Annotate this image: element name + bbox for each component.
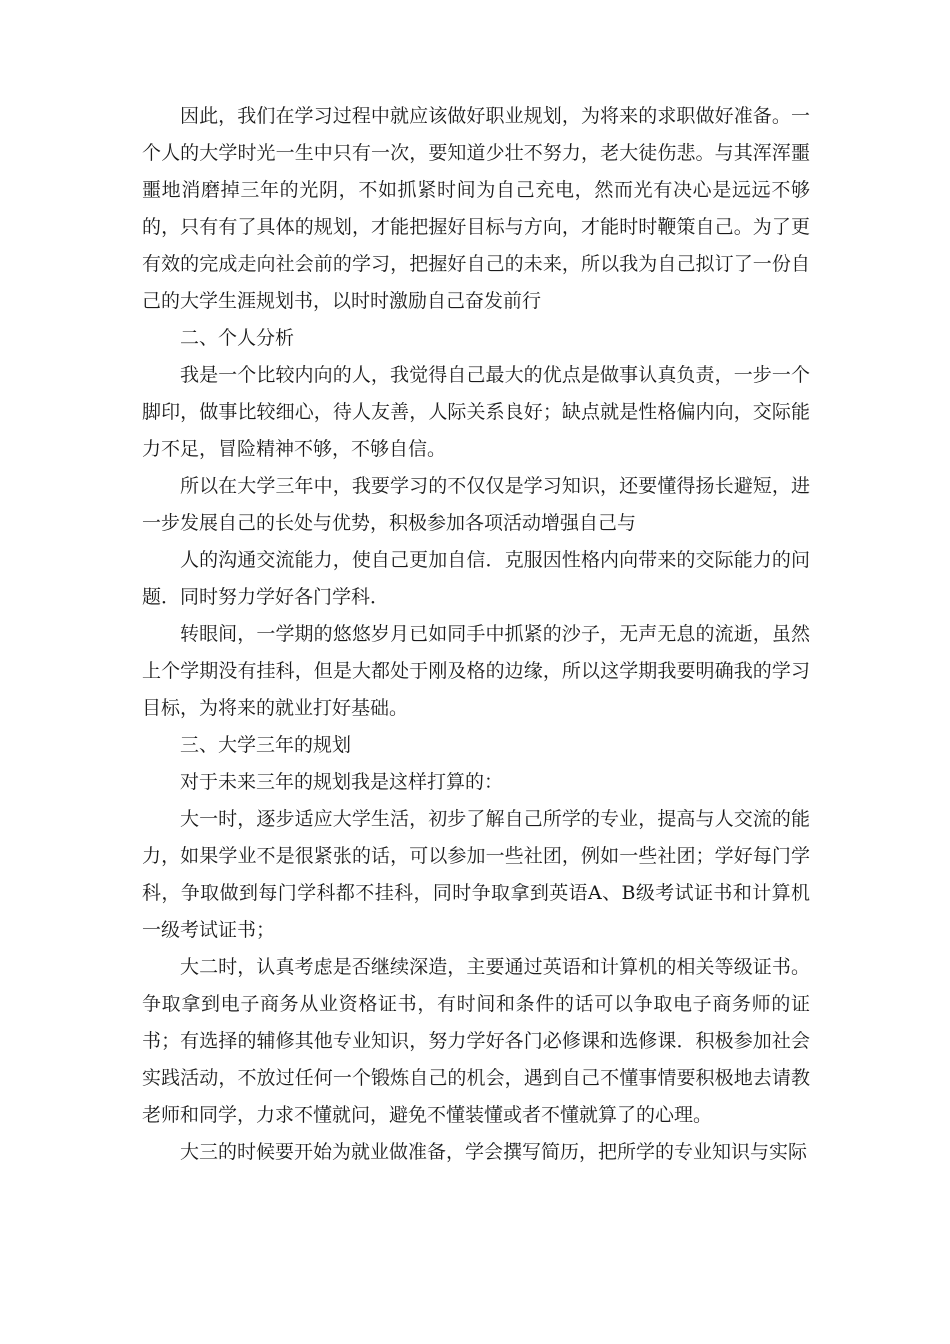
- paragraph-second-year: 大二时，认真考虑是否继续深造，主要通过英语和计算机的相关等级证书。争取拿到电子商务从业资格证书，有时间和条件的话可以争取电子商务师的证书；有选择的辅修其他专业知识，努力学好各门必修课和选修课．积极参加社会实践活动，不放过任何一个锻炼自己的机会，遇到自己不懂事情要积极地去请教老师和同学，力求不懂就问，避免不懂装懂或者不懂就算了的心理。: [142, 956, 810, 1126]
- paragraph-semester-reflection: 转眼间，一学期的悠悠岁月已如同手中抓紧的沙子，无声无息的流逝，虽然上个学期没有挂科，但是大都处于刚及格的边缘，所以这学期我要明确我的学习目标，为将来的就业打好基础。: [142, 623, 810, 719]
- paragraph-personality: 我是一个比较内向的人，我觉得自己最大的优点是做事认真负责，一步一个脚印，做事比较细心，待人友善，人际关系良好；缺点就是性格偏内向，交际能力不足，冒险精神不够，不够自信。: [142, 364, 810, 460]
- section-heading-three-year-plan: 三、大学三年的规划: [180, 734, 352, 756]
- paragraph-intro-conclusion: 因此，我们在学习过程中就应该做好职业规划，为将来的求职做好准备。一个人的大学时光一生中只有一次，要知道少壮不努力，老大徒伤悲。与其浑浑噩噩地消磨掉三年的光阴，不如抓紧时间为自己充电，然而光有决心是远远不够的，只有有了具体的规划，才能把握好目标与方向，才能时时鞭策自己。为了更有效的完成走向社会前的学习，把握好自己的未来，所以我为自己拟订了一份自己的大学生涯规划书，以时时激励自己奋发前行: [142, 105, 810, 312]
- paragraph-communication: 人的沟通交流能力，使自己更加自信．克服因性格内向带来的交际能力的问题．同时努力学好各门学科．: [142, 549, 810, 608]
- paragraph-university-goals: 所以在大学三年中，我要学习的不仅仅是学习知识，还要懂得扬长避短，进一步发展自己的长处与优势，积极参加各项活动增强自己与: [142, 475, 810, 534]
- paragraph-third-year: 大三的时候要开始为就业做准备，学会撰写简历，把所学的专业知识与实际: [180, 1141, 808, 1163]
- paragraph-first-year: 大一时，逐步适应大学生活，初步了解自己所学的专业，提高与人交流的能力，如果学业不是很紧张的话，可以参加一些社团，例如一些社团；学好每门学科，争取做到每门学科都不挂科，同时争取拿到英语A、B级考试证书和计算机一级考试证书；: [142, 808, 810, 941]
- section-heading-personal-analysis: 二、个人分析: [180, 327, 295, 349]
- document-body: [142, 98, 810, 1171]
- paragraph-plan-intro: 对于未来三年的规划我是这样打算的：: [180, 771, 504, 793]
